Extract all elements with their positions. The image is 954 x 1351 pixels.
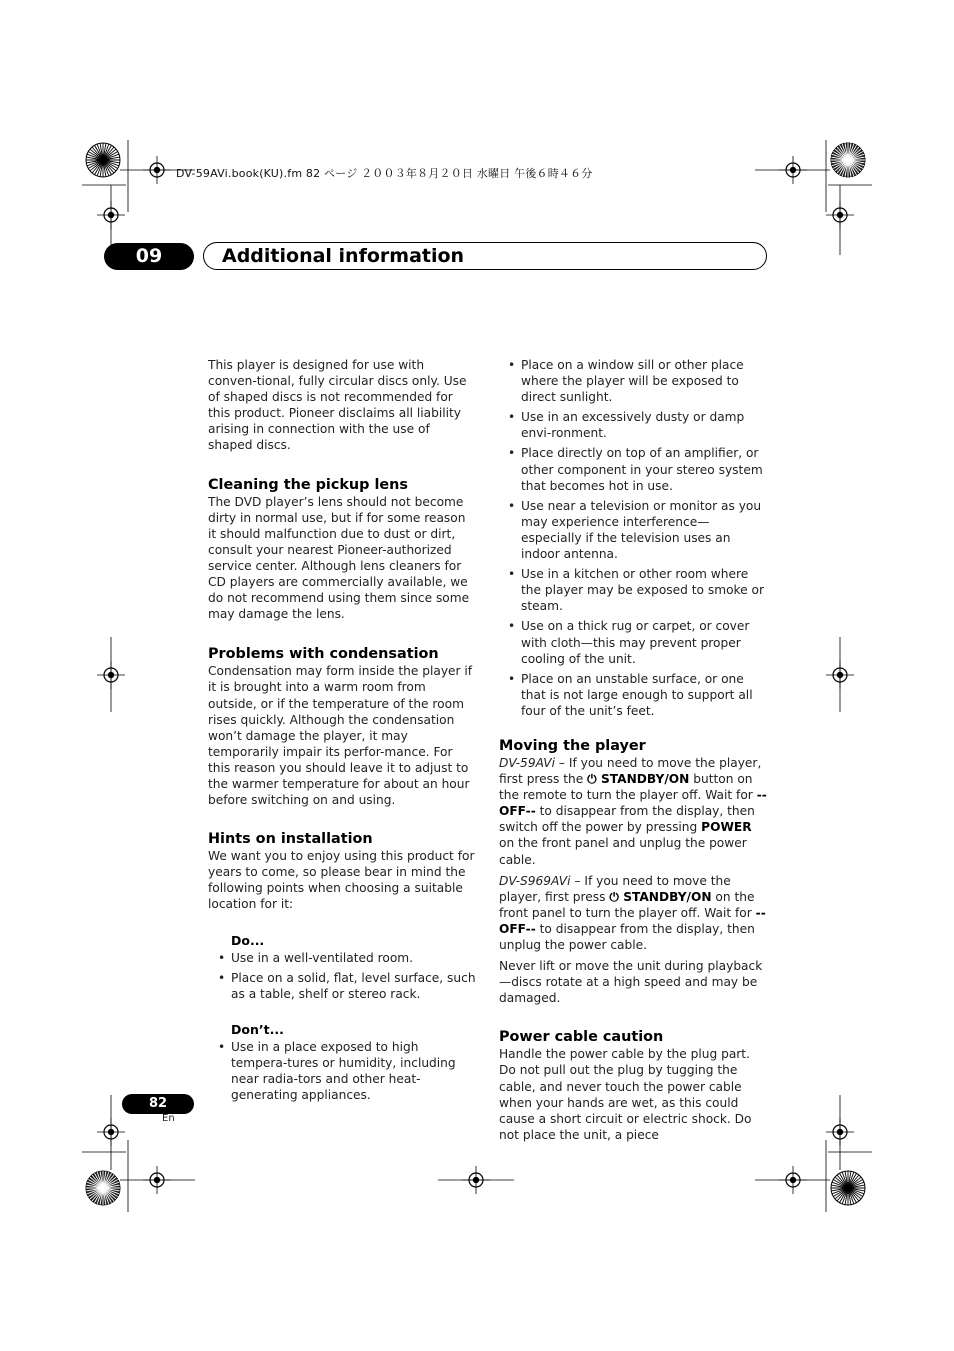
page-language-label: En xyxy=(162,1113,175,1124)
moving-heading: Moving the player xyxy=(499,737,646,754)
moving-paragraph-2: DV-S969AVi – If you need to move the player, first press ⏻ STANDBY/ON on the front panel to turn the player off. Wait for --OFF-- to disappear from the display, then unplug the power cable. xyxy=(499,873,766,952)
list-item: • Use in a well-ventilated room. xyxy=(218,950,414,965)
chapter-number-badge: 09 xyxy=(104,243,194,270)
do-label: Do... xyxy=(231,932,265,948)
power-cable-heading: Power cable caution xyxy=(499,1029,664,1046)
chapter-title-bar xyxy=(203,242,767,270)
installation-paragraph: We want you to enjoy using this product for years to come, so please bear in mind the following points when choosing a suitable location for it: xyxy=(208,849,475,912)
list-item: • Place on an unstable surface, or one that is not large enough to support all four of the unit’s feet. xyxy=(508,671,753,718)
dont-list-continued xyxy=(499,357,769,719)
registration-starburst xyxy=(86,1171,120,1205)
registration-starburst xyxy=(86,143,120,177)
page-number-badge: 82 xyxy=(122,1094,194,1114)
moving-paragraph-3: Never lift or move the unit during playback—discs rotate at a high speed and may be damaged. xyxy=(499,959,763,1006)
cleaning-heading: Cleaning the pickup lens xyxy=(208,476,408,493)
moving-paragraph-1: DV-59AVi – If you need to move the player, first press the ⏻ STANDBY/ON button on the remote to turn the player off. Wait for --OFF-- to disappear from the display, then switch off the power by pressing POWER on the front panel and unplug the power cable. xyxy=(499,755,767,867)
list-item: • Use in an excessively dusty or damp envi-ronment. xyxy=(508,410,745,441)
left-column xyxy=(208,357,476,1103)
intro-paragraph: This player is designed for use with conven-tional, fully circular discs only. Use of shaped discs is not recommended for this product. Pioneer disclaims all liability arising in connection with the use of shaped discs. xyxy=(208,358,467,453)
condensation-paragraph: Condensation may form inside the player if it is brought into a warm room from outside, or if the temperature of the room rises quickly. Although the condensation won’t damage the player, it may temporarily impair its perfor-mance. For this reason you should leave it to adjust to the warmer temperature for about an hour before switching on and using. xyxy=(208,664,473,808)
condensation-heading: Problems with condensation xyxy=(208,646,439,663)
dont-label: Don’t... xyxy=(231,1021,284,1037)
registration-starburst xyxy=(831,1171,865,1205)
list-item: • Use on a thick rug or carpet, or cover with cloth—this may prevent proper cooling of the unit. xyxy=(508,619,750,666)
dont-list xyxy=(208,1039,476,1103)
list-item: • Use in a place exposed to high tempera-tures or humidity, including near radia-tors and other heat-generating appliances. xyxy=(218,1040,456,1103)
do-list xyxy=(208,950,476,1002)
list-item: • Use in a kitchen or other room where the player may be exposed to smoke or steam. xyxy=(508,567,764,614)
list-item: • Place on a window sill or other place where the player will be exposed to direct sunlight. xyxy=(508,358,744,405)
registration-starburst xyxy=(831,143,865,177)
list-item: • Place directly on top of an amplifier, or other component in your stereo system that becomes hot in use. xyxy=(508,446,763,493)
cleaning-paragraph: The DVD player’s lens should not become dirty in normal use, but if for some reason it should malfunction due to dust or dirt, consult your nearest Pioneer-authorized service center. Although lens cleaners for CD players are commercially available, we do not recommend using them since some may damage the lens. xyxy=(208,494,470,622)
right-column xyxy=(499,357,769,1143)
print-file-header: DV-59AVi.book(KU).fm 82 ページ ２００３年８月２０日 水曜日 午後６時４６分 xyxy=(176,167,593,180)
list-item: • Place on a solid, flat, level surface, such as a table, shelf or stereo rack. xyxy=(218,970,476,1001)
chapter-title: Additional information xyxy=(222,245,465,267)
list-item: • Use near a television or monitor as you may experience interference—especially if the television uses an indoor antenna. xyxy=(508,498,762,562)
installation-heading: Hints on installation xyxy=(208,831,373,848)
power-cable-paragraph: Handle the power cable by the plug part. Do not pull out the plug by tugging the cable, and never touch the power cable when your hands are wet, as this could cause a short circuit or electric shock. Do not place the unit, a piece xyxy=(499,1047,752,1142)
